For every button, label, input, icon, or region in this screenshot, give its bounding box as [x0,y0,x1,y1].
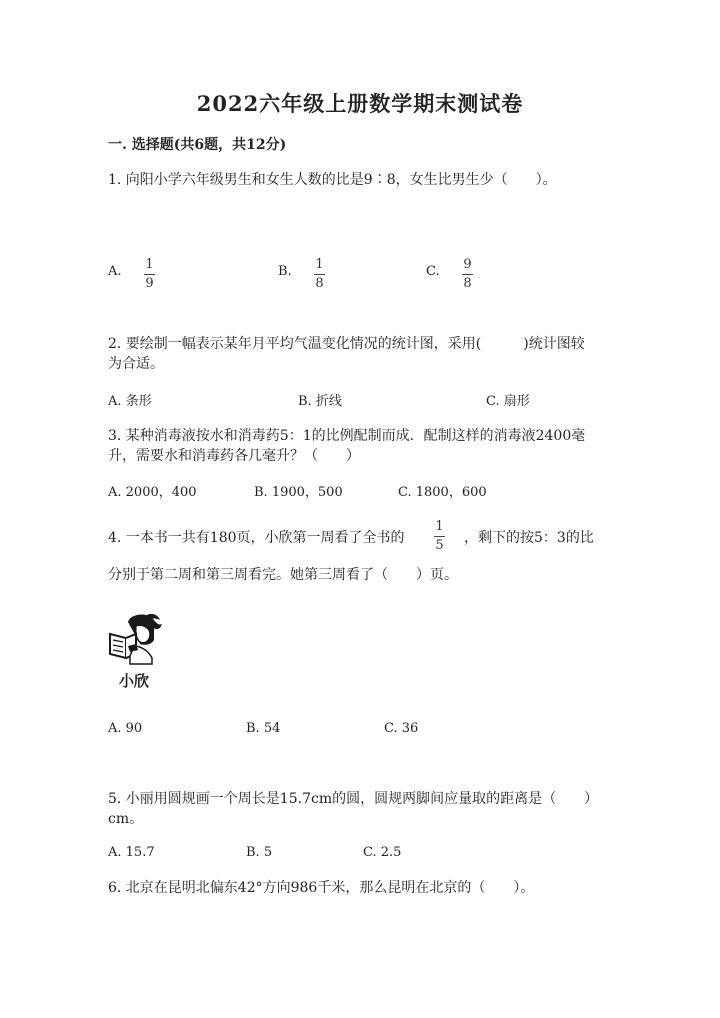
q4-option-b: B. 54 [246,721,281,736]
question-4-line-2: 分别于第二周和第三周看完。她第三周看了（ ）页。 [108,567,458,583]
fraction-numerator: 1 [315,257,324,272]
question-2-line-1: 2. 要绘制一幅表示某年月平均气温变化情况的统计图，采用( )统计图较 [108,336,585,352]
girl-reading-icon [106,612,166,668]
q3-option-b: B. 1900，500 [254,485,343,500]
question-4-line-1-end: ，剩下的按5：3的比 [464,530,594,546]
question-3-line-1: 3. 某种消毒液按水和消毒药5：1的比例配制而成．配制这样的消毒液2400毫 [108,428,586,444]
fraction-bar [144,274,155,275]
question-5-line-2: cm。 [108,811,144,827]
fraction-denominator: 9 [145,276,154,291]
fraction-denominator: 8 [315,276,324,291]
fraction-bar [434,536,445,537]
question-5-line-1: 5. 小丽用圆规画一个周长是15.7cm的圆，圆规两脚间应量取的距离是（ ） [108,791,599,807]
question-1-text: 1. 向阳小学六年级男生和女生人数的比是9∶8，女生比男生少（ ）。 [108,172,557,188]
fraction-bar [314,274,325,275]
girl-reading-illustration [106,612,166,690]
q3-option-c: C. 1800，600 [398,485,487,500]
q2-option-a: A. 条形 [108,394,152,409]
q4-option-a: A. 90 [108,721,143,736]
q4-option-c: C. 36 [384,721,419,736]
fraction-bar [462,274,473,275]
page-title: 2022六年级上册数学期末测试卷 [196,91,524,116]
q3-option-a: A. 2000，400 [108,485,197,500]
q1-option-a-fraction [144,258,155,291]
question-3-line-2: 升，需要水和消毒药各几毫升？（ ） [108,448,360,464]
q2-option-b: B. 折线 [298,394,342,409]
question-4-line-1-start: 4. 一本书一共有180页，小欣第一周看了全书的 [108,530,405,546]
q1-option-b-label: B. [278,264,292,279]
figure-caption: 小欣 [118,672,149,690]
fraction-denominator: 5 [435,538,444,553]
q5-option-c: C. 2.5 [363,845,402,860]
fraction-denominator: 8 [463,276,472,291]
fraction-numerator: 9 [463,257,472,272]
q2-option-c: C. 扇形 [486,394,530,409]
q5-option-b: B. 5 [246,845,273,860]
fraction-numerator: 1 [435,519,444,534]
q1-option-c-label: C. [426,264,440,279]
q4-inline-fraction [434,520,445,553]
q1-option-c-fraction [462,258,473,291]
q1-option-b-fraction [314,258,325,291]
fraction-numerator: 1 [145,257,154,272]
question-6-line-1: 6. 北京在昆明北偏东42°方向986千米，那么昆明在北京的（ ）。 [108,880,535,896]
q1-option-a-label: A. [108,264,122,279]
question-2-line-2: 为合适。 [108,356,164,372]
q5-option-a: A. 15.7 [108,845,155,860]
section-heading: 一. 选择题(共6题，共12分) [108,137,287,153]
